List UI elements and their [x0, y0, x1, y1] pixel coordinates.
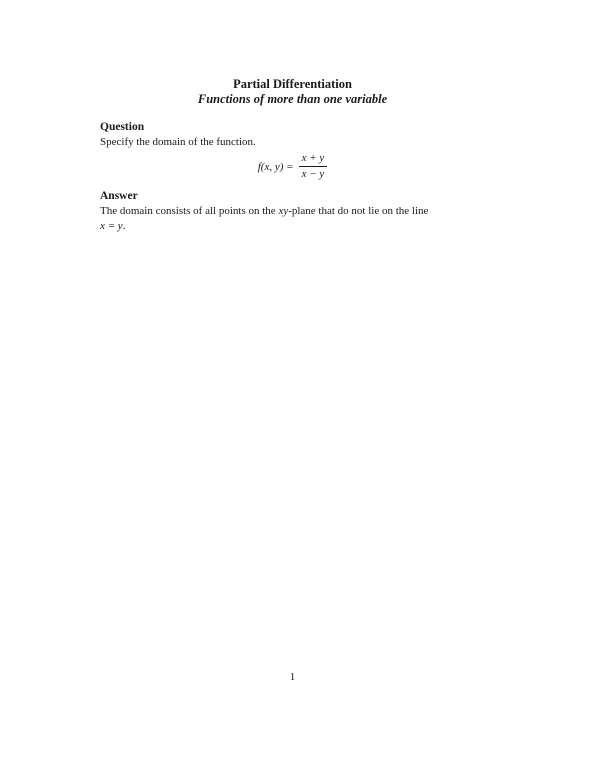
- formula-denominator: x − y: [301, 168, 325, 180]
- formula: [100, 152, 485, 181]
- formula-fraction: [299, 152, 328, 181]
- page-title: Partial Differentiation: [233, 77, 352, 91]
- answer-text-segment: -plane that do not lie on the line: [288, 205, 429, 217]
- page-subtitle: Functions of more than one variable: [197, 92, 388, 106]
- answer-section: [100, 189, 485, 234]
- formula-numerator: x + y: [299, 152, 328, 167]
- page-content: [100, 76, 485, 234]
- question-section: [100, 120, 485, 181]
- title-block: [100, 76, 485, 107]
- question-heading: Question: [100, 121, 145, 133]
- question-prompt: Specify the domain of the function.: [100, 136, 256, 148]
- answer-text-segment: The domain consists of all points on the: [100, 205, 279, 217]
- answer-math-xy: xy: [278, 205, 289, 217]
- answer-heading: Answer: [100, 190, 138, 202]
- answer-math-equation: x = y: [100, 220, 123, 232]
- page-number: 1: [289, 671, 296, 683]
- formula-lhs: f(x, y) =: [257, 160, 294, 173]
- answer-text: [100, 204, 485, 234]
- answer-text-segment: .: [122, 220, 126, 232]
